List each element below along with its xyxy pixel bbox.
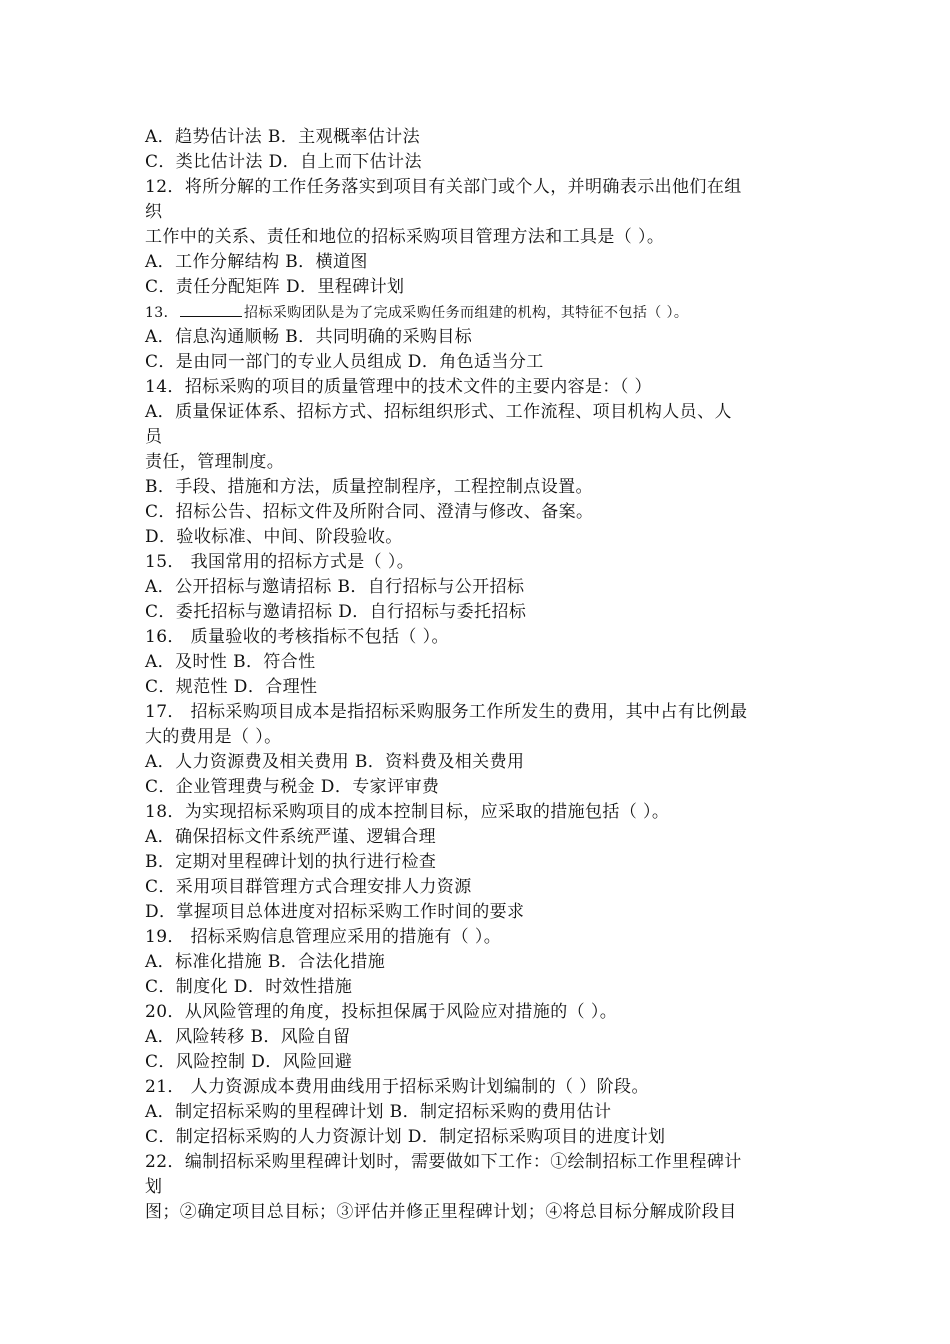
text-line: A．工作分解结构 B．横道图 <box>145 252 368 272</box>
text-line: 14．招标采购的项目的质量管理中的技术文件的主要内容是：（ ） <box>145 377 652 397</box>
text-line: A．风险转移 B．风险自留 <box>145 1027 351 1047</box>
question-text: 招标采购团队是为了完成采购任务而组建的机构，其特征不包括（ ）。 <box>244 305 689 321</box>
text-line: 16． 质量验收的考核指标不包括（ ）。 <box>145 627 449 647</box>
text-line: 20．从风险管理的角度，投标担保属于风险应对措施的（ ）。 <box>145 1002 618 1022</box>
text-line: 22．编制招标采购里程碑计划时，需要做如下工作：①绘制招标工作里程碑计 <box>145 1152 742 1172</box>
text-line: 图；②确定项目总目标；③评估并修正里程碑计划；④将总目标分解成阶段目 <box>145 1202 737 1222</box>
text-line: C．招标公告、招标文件及所附合同、澄清与修改、备案。 <box>145 502 594 522</box>
text-line: C．责任分配矩阵 D．里程碑计划 <box>145 277 405 297</box>
text-line: A．质量保证体系、招标方式、招标组织形式、工作流程、项目机构人员、人 <box>145 402 732 422</box>
text-line: A．制定招标采购的里程碑计划 B．制定招标采购的费用估计 <box>145 1102 612 1122</box>
text-line: 15． 我国常用的招标方式是（ ）。 <box>145 552 415 572</box>
question-number: 13． <box>145 305 179 321</box>
text-line: 织 <box>145 202 163 222</box>
text-line: 员 <box>145 427 163 447</box>
text-line: A．确保招标文件系统严谨、逻辑合理 <box>145 827 437 847</box>
text-line: C．类比估计法 D．自上而下估计法 <box>145 152 422 172</box>
fill-blank <box>180 300 242 317</box>
text-line: A．趋势估计法 B．主观概率估计法 <box>145 127 420 147</box>
text-line: B．手段、措施和方法，质量控制程序，工程控制点设置。 <box>145 477 593 497</box>
text-line: A．公开招标与邀请招标 B．自行招标与公开招标 <box>145 577 525 597</box>
text-line: C．是由同一部门的专业人员组成 D．角色适当分工 <box>145 352 544 372</box>
text-line: D．验收标准、中间、阶段验收。 <box>145 527 403 547</box>
text-line: C．制度化 D．时效性措施 <box>145 977 353 997</box>
text-line: D．掌握项目总体进度对招标采购工作时间的要求 <box>145 902 525 922</box>
text-line: 大的费用是（ ）。 <box>145 727 282 747</box>
text-line: A．标准化措施 B．合法化措施 <box>145 952 386 972</box>
text-line: 划 <box>145 1177 163 1197</box>
text-line <box>145 300 825 325</box>
text-line: C．规范性 D．合理性 <box>145 677 318 697</box>
text-line: 责任，管理制度。 <box>145 452 285 472</box>
text-line: C．采用项目群管理方式合理安排人力资源 <box>145 877 472 897</box>
text-line: C．风险控制 D．风险回避 <box>145 1052 353 1072</box>
text-line: C．企业管理费与税金 D．专家评审费 <box>145 777 440 797</box>
text-line: A．人力资源费及相关费用 B．资料费及相关费用 <box>145 752 525 772</box>
text-line: 工作中的关系、责任和地位的招标采购项目管理方法和工具是（ ）。 <box>145 227 665 247</box>
text-line: A．信息沟通顺畅 B．共同明确的采购目标 <box>145 327 473 347</box>
text-line: 19． 招标采购信息管理应采用的措施有（ ）。 <box>145 927 502 947</box>
text-line: 17． 招标采购项目成本是指招标采购服务工作所发生的费用，其中占有比例最 <box>145 702 748 722</box>
text-line: 18．为实现招标采购项目的成本控制目标，应采取的措施包括（ ）。 <box>145 802 670 822</box>
text-line: C．委托招标与邀请招标 D．自行招标与委托招标 <box>145 602 527 622</box>
question-text-block <box>145 125 825 1225</box>
text-line: B．定期对里程碑计划的执行进行检查 <box>145 852 437 872</box>
text-line: A．及时性 B．符合性 <box>145 652 316 672</box>
text-line: C．制定招标采购的人力资源计划 D．制定招标采购项目的进度计划 <box>145 1127 666 1147</box>
text-line: 12．将所分解的工作任务落实到项目有关部门或个人，并明确表示出他们在组 <box>145 177 742 197</box>
text-line: 21． 人力资源成本费用曲线用于招标采购计划编制的（ ）阶段。 <box>145 1077 649 1097</box>
